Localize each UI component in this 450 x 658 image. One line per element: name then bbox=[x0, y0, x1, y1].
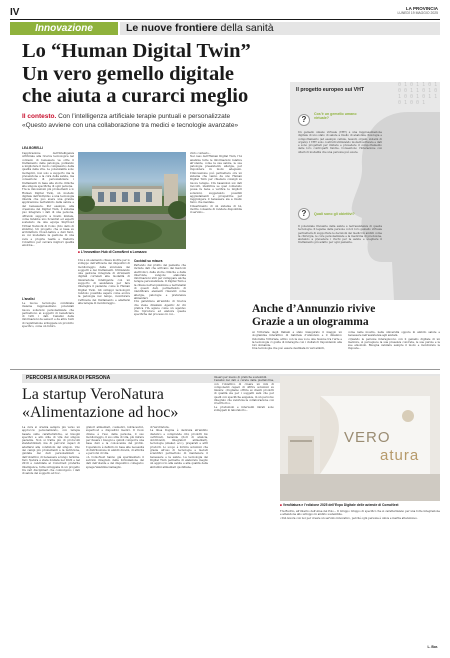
answer-2: Il potenziale rilevante della salute è nell’assistenza di questa tecnologia. Il legame delle persone con il loro gemello virtuale permetterà di supportare le decisioni dei medici in ambiti come la chirurgia, le cure personalizzate e la medicina di precisione, aiutando a prevedere i rischi per la salute e scegliere il trattamento più adatto per ogni paziente. bbox=[298, 225, 382, 245]
headline-line-3: che aiuta a curarci meglio bbox=[22, 85, 249, 107]
bottom-photo-caption bbox=[280, 503, 440, 507]
side-col-2-text: come nelle mostre, nelle università oppure in ambito salute e benessere nell’assistenza agli anziani. «Quando le persone interagiscono con il gemello digitale di un mentore, si percepisce la sua presenza concreta, le sue parole e le sue emozioni. Bisogna valutare sempre il modo e monitorare le risposte... bbox=[348, 331, 440, 351]
main-col-1-text: L’applicazione dell’Intelligenza Artificiale alla ricerca tecnologica nel contesto di benessere va oltre il trattamento delle patologie, puntando a migliorare il modo complessivo della qualità della vita. Le potenzialità sono molteplici, non solo a supporto ma la prevenzione e la cura della salute, ma consentono di personalizzare i trattamenti in base alle storie cliniche alle singole specifiche di ogni persona. Tra le innovazioni più promettenti è lo Human Digital Twin, un modello digitale dell’individuo è una tecnologia intenta che può avere una grande applicazione nell’ambito della salute e del benessere. Per esempio, alla creazione del Digital Twin, il sistema può integrare i dati di una persona, offrendo supporto a livello iniziale, come farebbe uno Scientist ed esperti sostenuto da una equipe SkyCloud Virtual Network di Como (foto dello di sinistra). Un progetto che si basa su architetture Cloud-native e dati fisici, su cui modellare la gestione di una vera e propria realtà e tradurre l’obiettivo per cercare migliori qualità emotiva… bbox=[22, 152, 74, 248]
side-headline-line-1: Anche d’Annunzio rivive bbox=[252, 303, 376, 315]
bottom-photo-caption-text: VeroNatura e l’edizione 2025 dell’Expo Digitale delle aziende di ComoNext bbox=[282, 503, 399, 507]
question-1: Cos’è un gemello umano virtuale? bbox=[314, 112, 357, 121]
byline: LEA BORELLI bbox=[22, 146, 44, 150]
side-headline-line-2: Grazie a un ologramma bbox=[252, 315, 369, 328]
kicker: Il contesto. bbox=[22, 113, 57, 120]
bottom-tag: PERCORSI A MISURA DI PERSONA bbox=[26, 375, 111, 381]
main-col-4-text: vinto contesto... Nel caso dell’Human Digital Twin, l’IA analizza tutte le informazioni relative all’utente, come la sua salute, le sue patologie preesistenti, allergie, per rispondere in modo adeguato. L’innovazione può permettere ora un sistema che vanno da uno Human Digital Twin per chiedere consigli su nuove terapie. L’IA basandosi sui dati raccolti, identifica se quel contenuto possa fa bene e verifica le migliori soluzioni, suggerendo possibili aggiustamenti e prospettive per raggiungere il benessere sia a livello fisico che mentale. L’inserimento di un sistema di IA, inoltre consente di rendere disponibile il servizio... bbox=[190, 152, 242, 215]
section-divider bbox=[10, 369, 440, 370]
side-col-1-text: Ai Vittoriale degli Italiani è stato inaugurato il maggio un ologramma interattivo di Gabriele d’Annunzio e il dinamico ristorante Vittoriale, attivo con la sua voce una fusione tra l’arte e la tecnologia ci guida di interagire con i visitatori rispondendo alle loro domande. Una tecnologia che può essere destinata in vari ambiti, bbox=[252, 331, 342, 351]
question-1-badge: ? bbox=[298, 114, 310, 126]
veronatura-photo bbox=[280, 376, 440, 501]
caption-marker: ■ bbox=[78, 250, 81, 254]
page-number: IV bbox=[10, 7, 20, 18]
section-tag: Innovazione bbox=[10, 22, 118, 35]
side-headline bbox=[252, 303, 442, 328]
sidebar-title: Il progetto europeo sui VHT bbox=[296, 87, 365, 93]
veronatura-booth-illustration bbox=[280, 376, 440, 501]
bottom-col-2-text: gratori alimentari, cosmetici, nutraceutici, superfood e dispositivi medici. Il ruolo chiave è l’uso della persona, il suo monitoraggio, il suo stile di vita, più mirare per fissare i bisogni e quindi comporre una base dati e la conoscenza del profilo. L’operatore è definito in base alle necessità di distribuzione in ambiti diversi, di attività e percorsi di vita. «A ComoNext hanno già sperimentato il servizio integrato della formulazione dei dati dell’utente e del dispositivo collegato» spiega Valentina Gamaglio. bbox=[86, 426, 144, 469]
headline-line-2: Un vero gemello digitale bbox=[22, 62, 234, 85]
bottom-col-3-text: di VeroNatura. La linea Dogma è dedicata all’ambito dietetico e comprende cibi, prodotti bio certificati, bevande (fiori di arancia, dolcificanti, integratori alimentari), tecnologie (shaker, ecc.), preparati e altri prodotti. Lo scopo è fornire soluzioni che grazie all’uso di tecnologie e metodi scientifici permettono di mantenere il benessere e la salute. La tecnologia dei Digital Twin permette di elaborare meglio un approccio alla salute e alla qualità delle abitudini alimentari quotidiane. bbox=[150, 426, 208, 469]
bottom-col-4-text: lineari per mezzo di pratiche sostenibili. L’analisi dei dati è curata dalla piattaforma, con l’obiettivo di creare un mix di componenti capaci di offrire soluzioni su misura: «Vogliamo offrire ai clienti prodotti di qualità sia per i soggetti sani che per quelli con specifiche esigenze, in un percorso integrato che valorizza la collaborazione con il territorio». Le produzioni e interventi mirati sono sviluppati in laboratorio... bbox=[214, 376, 274, 412]
deck bbox=[22, 113, 292, 130]
sidebar-box bbox=[290, 82, 440, 300]
deck-line-1: Con l’intelligenza artificiale terapie puntuali e personalizzate bbox=[58, 113, 231, 120]
main-headline bbox=[22, 40, 290, 108]
section-title-light: della sanità bbox=[220, 22, 274, 34]
masthead bbox=[397, 6, 438, 15]
signature: L. Bor. bbox=[427, 645, 438, 649]
header-rule bbox=[10, 19, 440, 20]
question-2-badge: ? bbox=[298, 208, 310, 220]
deck-line-2: «Questo avviene con una collaborazione tra medici e tecnologie avanzate» bbox=[22, 121, 239, 129]
main-col-3-subhead: Cocktail su misura bbox=[134, 259, 163, 263]
bottom-headline-line-1: La startup VeroNatura bbox=[22, 386, 164, 403]
photo-caption bbox=[78, 250, 188, 254]
main-col-2-text: L’IA è un elemento chiave inoltre per lo sviluppo dell’efficacia dei dispositivi di monitoraggio della sicurezza dei soggetti e dei trattamenti. Utilizzando una gestione integrata di strumenti digitali correlati alla modalità di misurazione intelligente con un supporto di assistenza per fare interagire il paziente; come lo Human Digital Twin. Gli sviluppi tecnologici rendono possibile sapere come evolve la patologia nel tempo, monitorare l’efficacia del trattamento e adattarsi alla terapia di monitoraggio. bbox=[78, 259, 130, 305]
question-2: Quali sono gli obiettivi? bbox=[314, 212, 355, 216]
photo-caption-text: L’innovation Hub di ComoNext a Lomazzo bbox=[80, 250, 147, 254]
bottom-caption-marker: ■ bbox=[280, 503, 283, 507]
main-col-1-subhead: L’analisi bbox=[22, 297, 35, 301]
binary-pattern-text: 0 1 0 1 1 0 1 0 0 1 1 0 1 0 1 0 0 1 0 1 1 0 1 0 0 1 bbox=[398, 82, 438, 106]
answer-1: Un gemello umano virtuale (VHT) è una rappresentazione digitale di uno stato di salute a livello di anatomia, fisiologia e comportamento (ad esempio cellule, tessuti, organi, sistemi di organi). I VHT sono costruiti utilizzando modelli software e dati e sono progettati per imitare e prevedere il comportamento delle loro controparti fisiche. Consentono l’interazione con ulteriori modalità che una persona può avere. bbox=[298, 131, 382, 154]
bottom-col-5-text: Tra Budrio, all’interno dell’Area del Polo... Il Gruppo Gruppo di specifici che si caratterizzano per una forte integrazione e attenzione allo sviluppo in ambito sostenibile. «L’IA lavora con noi per creare un servizio innovativo, perché ogni persona è unica e merita attenzione». bbox=[280, 510, 440, 520]
main-col-3-text: Partendo dal profilo del paziente che include dati che arrivano dai fascicoli elettronici, dalle storie cliniche e dalle interviste, vengono elaborate informazioni utili per sviluppare anche terapie personalizzate. Il Digital Twin è la chiave nell’acquisizione e nell’analisi di questi dati, permettendo di identificare elementi rilevanti come allergie, patologie e preferenze alimentari. L’IA garantisce all’ambito di ricerca che viene chiamato Agentic AI «In pratica l’IA agisce come un agente» che riproduce ed elabora queste specifiche del processo in cui... bbox=[134, 264, 186, 317]
headline-line-1: Lo “Human Digital Twin” bbox=[22, 40, 251, 62]
bottom-headline-line-2: «Alimentazione ad hoc» bbox=[22, 404, 179, 421]
bottom-col-1-text: La cura si orienta sempre più verso un approccio personalizzato, con terapie basate sulle caratteristiche, ai bisogni specifici e allo stile di vita del singolo paziente. Non si tratta più di protocolli standardizzati, ma di percorsi capaci di adattarsi alle condizioni del singolo. Uno dei campi più promettenti è la nutrizione, guidata dai dati personalizzati e dall’obiettivo di benessere a lungo termine. Vero Natura è stata fondata nel 2020 e nel 2019 è candidata al ComoNext preferite intelligence, tutta sviluppata in un progetto tra vari disciplinari che coinvolgono i dati di salute del soggetto ad hoc. bbox=[22, 426, 80, 476]
svg-text:atura: atura bbox=[380, 447, 420, 464]
section-title bbox=[120, 22, 440, 35]
svg-text:VERO: VERO bbox=[344, 429, 391, 446]
main-col-1-text-2: Le nuove tecnologie combinate insieme rappresentano potenziali nuove soluzioni personalizzate che permettono ai soggetti di beneficiare di tutti i dati. L’analisi delle informazioni da sensori e da altre fonti di registrazione sviluppate un prodotto specifico, come un futuro. bbox=[22, 302, 74, 329]
issue-date: LUNEDÌ 19 MAGGIO 2025 bbox=[397, 11, 438, 15]
hub-photo bbox=[78, 152, 186, 249]
hub-photo-illustration bbox=[78, 152, 186, 249]
section-title-bold: Le nuove frontiere bbox=[126, 22, 218, 34]
paper-name: LA PROVINCIA bbox=[405, 6, 438, 11]
